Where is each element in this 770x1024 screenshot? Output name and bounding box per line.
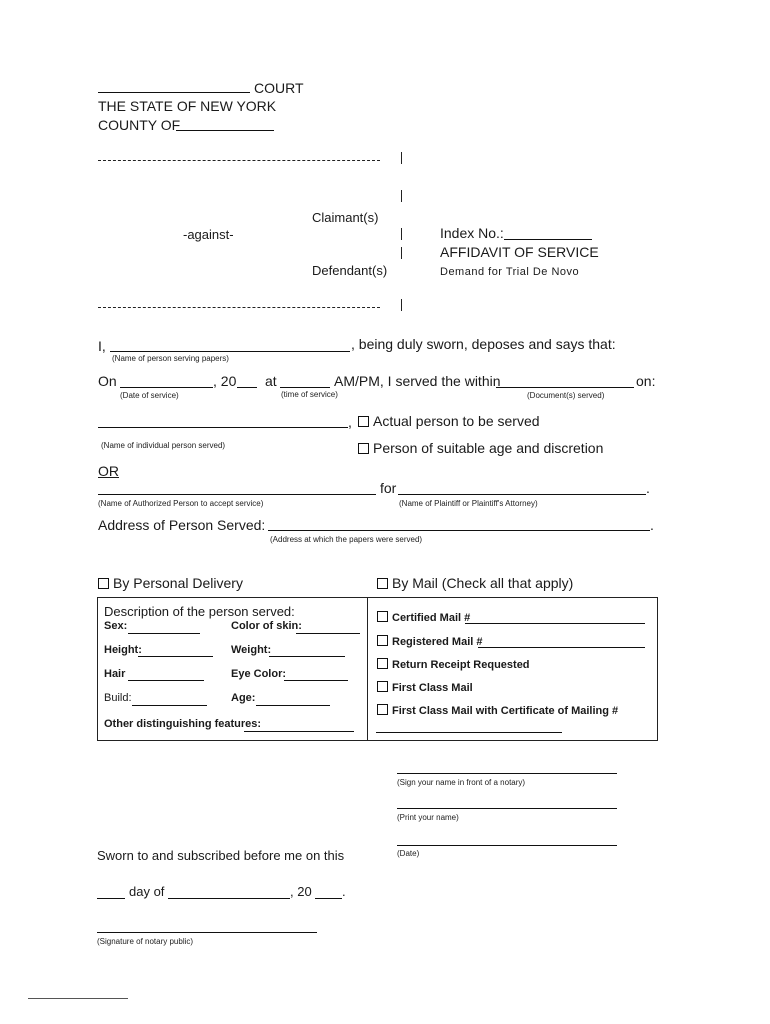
service-date-line[interactable]	[120, 387, 213, 388]
on-label: On	[98, 373, 117, 389]
weight-line[interactable]	[269, 656, 345, 657]
registered-mail-line[interactable]	[478, 647, 645, 648]
plaintiff-line[interactable]	[398, 494, 646, 495]
certified-mail-option[interactable]	[377, 611, 470, 624]
index-no-label: Index No.:	[440, 225, 504, 241]
checkbox-icon[interactable]	[98, 578, 109, 589]
at-label: at	[265, 373, 277, 389]
server-name-line[interactable]	[110, 351, 350, 352]
build-line[interactable]	[132, 705, 207, 706]
document-subtitle: Demand for Trial De Novo	[440, 266, 580, 278]
month-line[interactable]	[168, 898, 290, 899]
other-features-line[interactable]	[244, 731, 354, 732]
personal-delivery-label: By Personal Delivery	[113, 575, 243, 591]
other-features-label: Other distinguishing features:	[104, 718, 262, 730]
print-name-line[interactable]	[397, 808, 617, 809]
period: .	[342, 884, 346, 899]
address-caption: (Address at which the papers were served)	[270, 535, 423, 544]
service-time-line[interactable]	[280, 387, 330, 388]
personal-delivery-option[interactable]	[98, 575, 243, 591]
for-label: for	[380, 480, 397, 496]
or-label: OR	[98, 463, 119, 479]
ampm-served-label: AM/PM, I served the within	[334, 373, 501, 389]
court-name-line[interactable]	[98, 92, 250, 93]
sex-line[interactable]	[128, 633, 200, 634]
checkbox-icon[interactable]	[358, 416, 369, 427]
first-class-label: First Class Mail	[392, 682, 473, 694]
state-label: THE STATE OF NEW YORK	[98, 98, 277, 114]
individual-served-line[interactable]	[98, 427, 348, 428]
skin-label: Color of skin:	[231, 620, 302, 632]
mail-delivery-option[interactable]	[377, 575, 573, 591]
signature-line[interactable]	[397, 773, 617, 774]
height-line[interactable]	[138, 656, 213, 657]
authorized-person-line[interactable]	[98, 494, 376, 495]
against-label: -against-	[183, 227, 234, 242]
box-divider	[367, 598, 368, 740]
sworn-statement: , being duly sworn, deposes and says that:	[351, 336, 616, 352]
caption-bar	[401, 228, 402, 240]
checkbox-icon[interactable]	[377, 635, 388, 646]
index-no-line[interactable]	[504, 239, 592, 240]
caption-bar	[401, 190, 402, 202]
certified-mail-label: Certified Mail #	[392, 612, 471, 624]
first-class-cert-label: First Class Mail with Certificate of Mailing #	[392, 705, 619, 717]
documents-caption: (Document(s) served)	[527, 391, 605, 400]
checkbox-icon[interactable]	[377, 704, 388, 715]
period: .	[650, 517, 654, 533]
i-label: I,	[98, 338, 106, 354]
hair-label: Hair	[104, 668, 126, 680]
sworn-before-label: Sworn to and subscribed before me on this	[97, 848, 345, 863]
documents-served-line[interactable]	[496, 387, 634, 388]
court-label: COURT	[254, 80, 304, 96]
date-caption-sig: (Date)	[397, 849, 420, 858]
caption-top-divider	[98, 160, 380, 161]
first-class-option[interactable]	[377, 681, 473, 694]
return-receipt-label: Return Receipt Requested	[392, 659, 530, 671]
notary-year-prefix: , 20	[290, 884, 312, 899]
notary-signature-line[interactable]	[97, 932, 317, 933]
checkbox-icon[interactable]	[377, 611, 388, 622]
skin-line[interactable]	[296, 633, 360, 634]
return-receipt-option[interactable]	[377, 658, 530, 671]
plaintiff-caption: (Name of Plaintiff or Plaintiff's Attorney)	[399, 499, 538, 508]
county-label: COUNTY OF	[98, 117, 181, 133]
description-heading: Description of the person served:	[104, 604, 295, 619]
age-label: Age:	[231, 692, 256, 704]
print-name-caption: (Print your name)	[397, 813, 459, 822]
height-label: Height:	[104, 644, 142, 656]
on-end-label: on:	[636, 373, 656, 389]
sex-label: Sex:	[104, 620, 128, 632]
server-name-caption: (Name of person serving papers)	[112, 354, 229, 363]
signature-caption: (Sign your name in front of a notary)	[397, 778, 526, 787]
time-caption: (time of service)	[281, 390, 338, 399]
document-title: AFFIDAVIT OF SERVICE	[440, 244, 599, 260]
age-line[interactable]	[256, 705, 330, 706]
day-line[interactable]	[97, 898, 125, 899]
registered-mail-option[interactable]	[377, 635, 482, 648]
day-of-label: day of	[129, 884, 165, 899]
eye-line[interactable]	[284, 680, 348, 681]
year-prefix: , 20	[213, 373, 237, 389]
hair-line[interactable]	[128, 680, 204, 681]
county-line[interactable]	[176, 130, 274, 131]
checkbox-icon[interactable]	[377, 578, 388, 589]
claimants-label: Claimant(s)	[312, 210, 379, 225]
address-line[interactable]	[268, 530, 650, 531]
service-year-line[interactable]	[237, 387, 257, 388]
eye-label: Eye Color:	[231, 668, 287, 680]
first-class-cert-option[interactable]	[377, 704, 618, 717]
suitable-person-option[interactable]	[358, 440, 603, 456]
mail-delivery-label: By Mail (Check all that apply)	[392, 575, 574, 591]
caption-bottom-divider	[98, 307, 380, 308]
build-label: Build:	[104, 692, 132, 704]
checkbox-icon[interactable]	[377, 681, 388, 692]
individual-caption: (Name of individual person served)	[101, 441, 226, 450]
caption-bar	[401, 299, 402, 311]
suitable-person-label: Person of suitable age and discretion	[373, 440, 604, 456]
caption-bar	[401, 247, 402, 259]
checkbox-icon[interactable]	[377, 658, 388, 669]
notary-year-line[interactable]	[315, 898, 342, 899]
period: .	[646, 480, 650, 496]
notary-signature-caption: (Signature of notary public)	[97, 937, 194, 946]
caption-bar	[401, 152, 402, 164]
certificate-mailing-line[interactable]	[376, 732, 562, 733]
registered-mail-label: Registered Mail #	[392, 636, 483, 648]
checkbox-icon[interactable]	[358, 443, 369, 454]
date-line[interactable]	[397, 845, 617, 846]
comma: ,	[348, 414, 352, 430]
defendants-label: Defendant(s)	[312, 263, 388, 278]
actual-person-option[interactable]	[358, 413, 540, 429]
authorized-caption: (Name of Authorized Person to accept service)	[98, 499, 264, 508]
certified-mail-line[interactable]	[465, 623, 645, 624]
date-caption: (Date of service)	[120, 391, 179, 400]
address-label: Address of Person Served:	[98, 517, 266, 533]
footer-mark	[28, 998, 128, 999]
weight-label: Weight:	[231, 644, 272, 656]
actual-person-label: Actual person to be served	[373, 413, 540, 429]
